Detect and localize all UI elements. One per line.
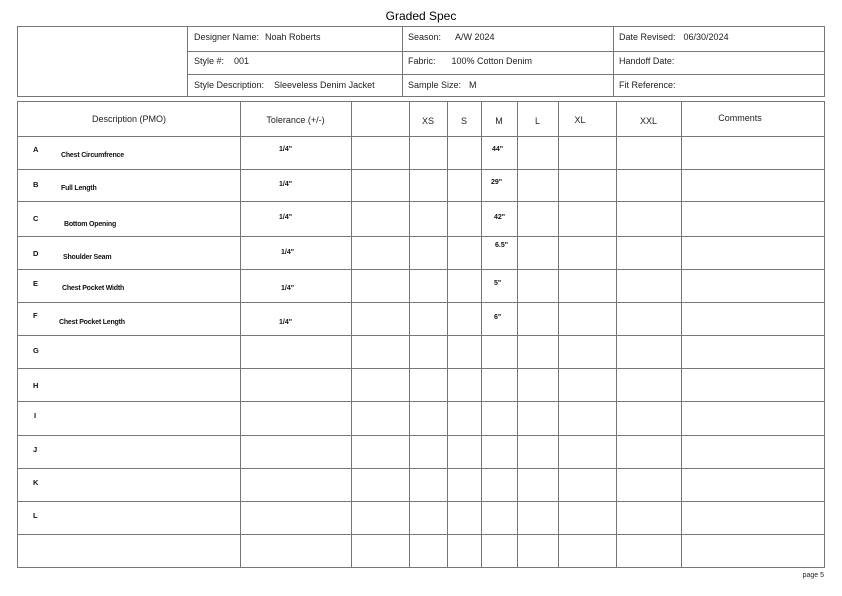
row-size-m-value: 29" <box>491 179 503 186</box>
row-tolerance: 1/4" <box>279 214 293 221</box>
row-description: Bottom Opening <box>64 221 117 228</box>
row-description: Chest Pocket Length <box>59 319 125 326</box>
row-letter: L <box>33 511 38 520</box>
row-description: Chest Circumfrence <box>61 152 124 159</box>
row-tolerance: 1/4" <box>279 181 293 188</box>
row-letter: J <box>33 445 38 454</box>
graded-spec-table <box>17 101 825 568</box>
date-revised-value: 06/30/2024 <box>683 32 729 42</box>
designer-label: Designer Name: <box>194 32 260 42</box>
row-description: Shoulder Seam <box>63 254 112 261</box>
row-tolerance: 1/4" <box>279 319 293 326</box>
row-size-m-value: 44" <box>492 146 504 153</box>
header-size-xl: XL <box>574 115 586 125</box>
row-size-m-value: 42" <box>494 214 506 221</box>
page-number: page 5 <box>802 572 824 579</box>
fit-reference-label: Fit Reference: <box>619 80 676 90</box>
header-size-xxl: XXL <box>639 116 657 126</box>
row-tolerance: 1/4" <box>281 249 295 256</box>
style-description-label: Style Description: <box>194 80 265 90</box>
style-number-label: Style #: <box>194 56 225 66</box>
fit-reference-field <box>619 80 676 90</box>
row-size-m-value: 6.5" <box>495 242 509 249</box>
header-size-xs: XS <box>421 116 434 126</box>
season-value: A/W 2024 <box>455 32 495 42</box>
row-description: Full Length <box>61 185 97 192</box>
row-description: Chest Pocket Width <box>62 285 125 292</box>
row-tolerance: 1/4" <box>279 146 293 153</box>
row-tolerance: 1/4" <box>281 285 295 292</box>
row-letter: G <box>33 346 39 355</box>
row-letter: A <box>33 145 39 154</box>
page-title: Graded Spec <box>385 9 457 23</box>
row-letter: K <box>33 478 39 487</box>
header-description: Description (PMO) <box>91 114 166 124</box>
sample-size-value: M <box>469 80 477 90</box>
row-letter: F <box>33 311 38 320</box>
sample-size-field <box>408 80 477 90</box>
date-revised-label: Date Revised: <box>619 32 676 42</box>
row-letter: D <box>33 249 39 258</box>
designer-value: Noah Roberts <box>265 32 321 42</box>
header-tolerance: Tolerance (+/-) <box>266 115 325 125</box>
style-number-value: 001 <box>234 56 250 66</box>
row-letter: E <box>33 279 39 288</box>
header-comments: Comments <box>718 113 762 123</box>
row-letter: B <box>33 180 39 189</box>
season-field <box>408 32 495 42</box>
style-description-value: Sleeveless Denim Jacket <box>274 80 375 90</box>
header-size-s: S <box>460 116 467 126</box>
fabric-field <box>408 56 532 66</box>
fabric-value: 100% Cotton Denim <box>451 56 533 66</box>
handoff-date-label: Handoff Date: <box>619 56 675 66</box>
row-size-m-value: 6" <box>494 314 502 321</box>
style-number-field <box>194 56 249 66</box>
row-size-m-value: 5" <box>494 280 502 287</box>
row-letter: I <box>34 411 37 420</box>
handoff-date-field <box>619 56 674 66</box>
fabric-label: Fabric: <box>408 56 436 66</box>
season-label: Season: <box>408 32 442 42</box>
style-description-field <box>194 80 375 90</box>
date-revised-field <box>619 32 729 42</box>
header-size-m: M <box>495 116 503 126</box>
spec-header <box>17 26 825 97</box>
header-size-l: L <box>534 116 540 126</box>
designer-field <box>194 32 321 42</box>
row-letter: C <box>33 214 39 223</box>
row-letter: H <box>33 381 39 390</box>
sample-size-label: Sample Size: <box>408 80 462 90</box>
